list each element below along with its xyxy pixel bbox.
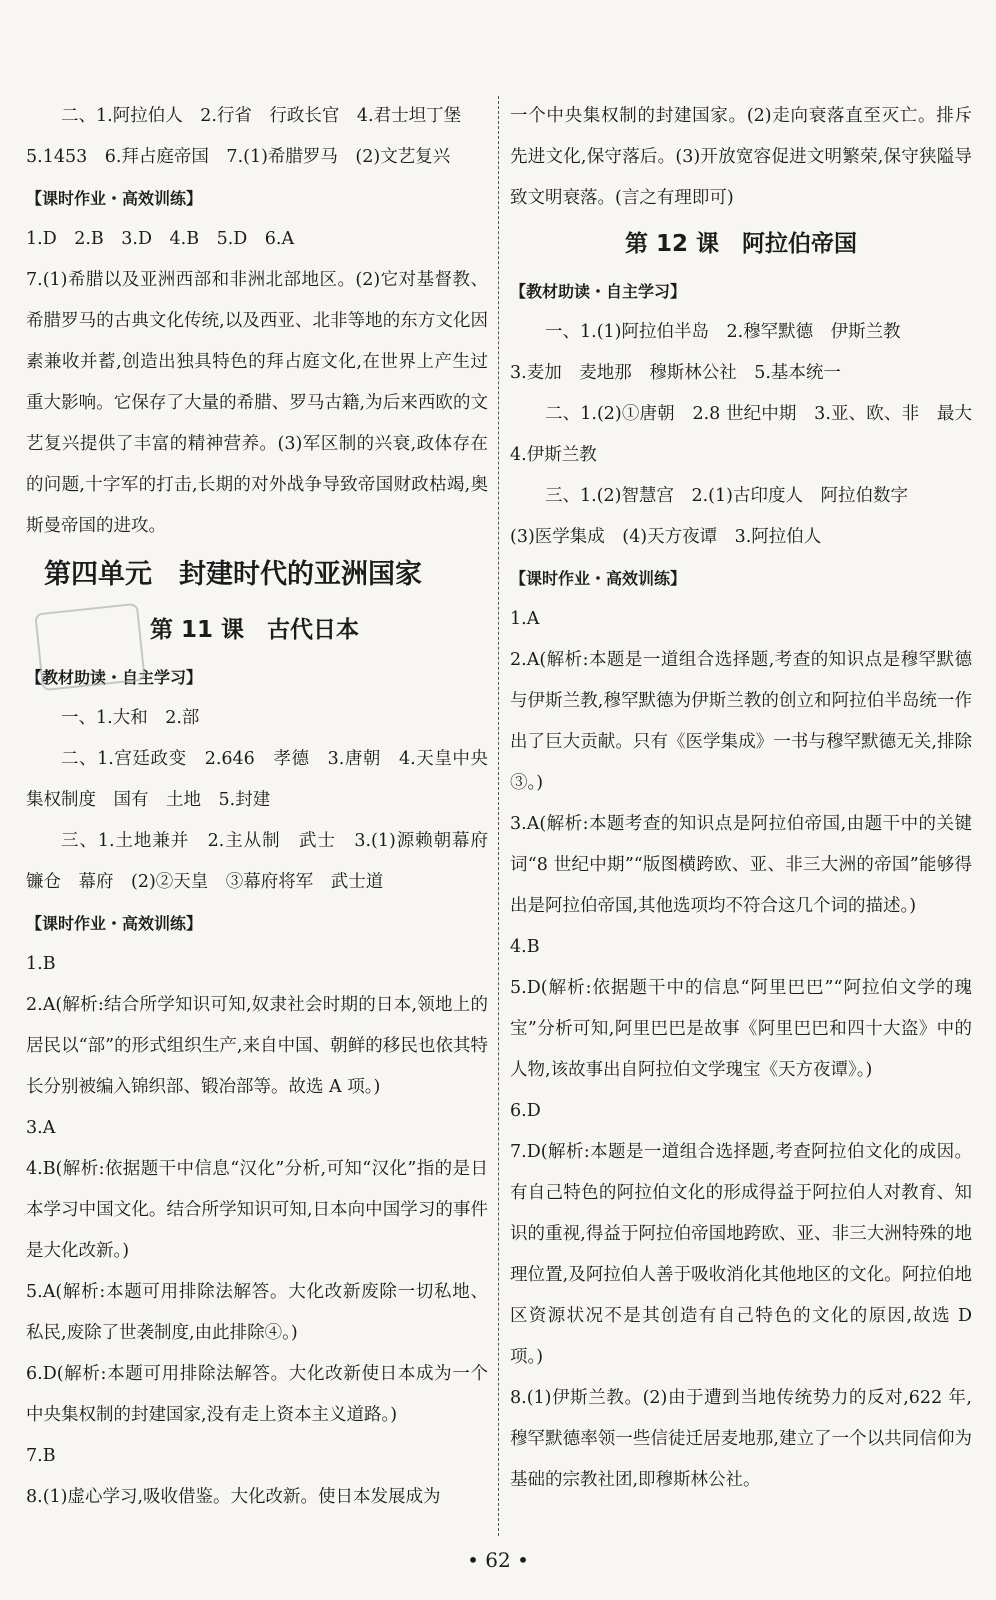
answer-text: 一个中央集权制的封建国家。(2)走向衰落直至灭亡。排斥先进文化,保守落后。(3)开放宽容促进文明繁荣,保守狭隘导致文明衰落。(言之有理即可) <box>510 106 972 208</box>
answer-text: 2.A(解析:结合所学知识可知,奴隶社会时期的日本,领地上的居民以“部”的形式组织生产,来自中国、朝鲜的移民也依其特长分别被编入锦织部、锻冶部等。故选 A 项。) <box>26 995 488 1097</box>
answer-text: 3.A(解析:本题考查的知识点是阿拉伯帝国,由题干中的关键词“8 世纪中期”“版图横跨欧、亚、非三大洲的帝国”能够得出是阿拉伯帝国,其他选项均不符合这几个词的描述。) <box>510 814 972 916</box>
answer-text: 二、1.阿拉伯人 2.行省 行政长官 4.君士坦丁堡 <box>61 106 462 126</box>
section-heading: 【教材助读・自主学习】 <box>510 282 687 301</box>
answer-text: 1.D 2.B 3.D 4.B 5.D 6.A <box>26 229 295 249</box>
answer-text: 7.(1)希腊以及亚洲西部和非洲北部地区。(2)它对基督教、希腊罗马的古典文化传统,以及西亚、北非等地的东方文化因素兼收并蓄,创造出独具特色的拜占庭文化,在世界上产生过重大影响。它保存了大量的希腊、罗马古籍,为后来西欧的文艺复兴提供了丰富的精神营养。(3)军区制的兴衰,政体存在的问题,十字军的打击,长期的对外战争导致帝国财政枯竭,奥斯曼帝国的进攻。 <box>26 270 488 536</box>
answer-text: 5.D(解析:依据题干中的信息“阿里巴巴”“阿拉伯文学的瑰宝”分析可知,阿里巴巴是故事《阿里巴巴和四十大盗》中的人物,该故事出自阿拉伯文学瑰宝《天方夜谭》。) <box>510 978 972 1080</box>
section-heading: 【课时作业・高效训练】 <box>26 189 203 208</box>
answer-text: 二、1.宫廷政变 2.646 孝德 3.唐朝 4.天皇中央集权制度 国有 土地 5.封建 <box>26 749 488 810</box>
answer-text: 3.麦加 麦地那 穆斯林公社 5.基本统一 <box>510 363 841 383</box>
section-heading: 【课时作业・高效训练】 <box>26 914 203 933</box>
right-column <box>510 96 990 1501</box>
answer-text: 二、1.(2)①唐朝 2.8 世纪中期 3.亚、欧、非 最大 4.伊斯兰教 <box>510 404 990 465</box>
section-heading: 【课时作业・高效训练】 <box>510 569 687 588</box>
answer-text: 4.B(解析:依据题干中信息“汉化”分析,可知“汉化”指的是日本学习中国文化。结合所学知识可知,日本向中国学习的事件是大化改新。) <box>26 1159 488 1261</box>
answer-text: 一、1.大和 2.部 <box>61 708 200 728</box>
stamp-logo <box>34 603 146 691</box>
answer-text: 7.D(解析:本题是一道组合选择题,考查阿拉伯文化的成因。有自己特色的阿拉伯文化的形成得益于阿拉伯人对教育、知识的重视,得益于阿拉伯帝国地跨欧、亚、非三大洲特殊的地理位置,及阿拉伯人善于吸收消化其他地区的文化。阿拉伯地区资源状况不是其创造有自己特色的文化的原因,故选 D 项。) <box>510 1142 972 1367</box>
answer-text: 2.A(解析:本题是一道组合选择题,考查的知识点是穆罕默德与伊斯兰教,穆罕默德为伊斯兰教的创立和阿拉伯半岛统一作出了巨大贡献。只有《医学集成》一书与穆罕默德无关,排除③。) <box>510 650 972 793</box>
lesson-title: 第 11 课 古代日本 <box>150 617 360 643</box>
answer-text: 4.B <box>510 937 540 957</box>
answer-text: 三、1.(2)智慧宫 2.(1)古印度人 阿拉伯数字 <box>545 486 908 506</box>
column-divider <box>498 96 499 1536</box>
answer-text: 5.1453 6.拜占庭帝国 7.(1)希腊罗马 (2)文艺复兴 <box>26 147 451 167</box>
unit-title: 第四单元 封建时代的亚洲国家 <box>44 559 422 590</box>
answer-text: 8.(1)虚心学习,吸收借鉴。大化改新。使日本发展成为 <box>26 1487 441 1507</box>
answer-text: (3)医学集成 (4)天方夜谭 3.阿拉伯人 <box>510 527 822 547</box>
answer-text: 1.B <box>26 954 56 974</box>
answer-text: 7.B <box>26 1446 56 1466</box>
answer-text: 1.A <box>510 609 540 629</box>
section-heading: 【教材助读・自主学习】 <box>26 668 203 687</box>
answer-text: 一、1.(1)阿拉伯半岛 2.穆罕默德 伊斯兰教 <box>545 322 901 342</box>
left-column <box>26 96 506 1518</box>
watermark-logo <box>240 930 322 1022</box>
answer-text: 6.D <box>510 1101 541 1121</box>
lesson-title: 第 12 课 阿拉伯帝国 <box>624 231 858 257</box>
answer-text: 8.(1)伊斯兰教。(2)由于遭到当地传统势力的反对,622 年,穆罕默德率领一些信徒迁居麦地那,建立了一个以共同信仰为基础的宗教社团,即穆斯林公社。 <box>510 1388 972 1490</box>
page-number: • 62 • <box>467 1548 529 1572</box>
answer-text: 三、1.土地兼并 2.主从制 武士 3.(1)源赖朝幕府 镰仓 幕府 (2)②天皇 ③幕府将军 武士道 <box>26 831 506 892</box>
answer-text: 5.A(解析:本题可用排除法解答。大化改新废除一切私地、私民,废除了世袭制度,由此排除④。) <box>26 1282 488 1343</box>
answer-text: 6.D(解析:本题可用排除法解答。大化改新使日本成为一个中央集权制的封建国家,没有走上资本主义道路。) <box>26 1364 488 1425</box>
answer-text: 3.A <box>26 1118 56 1138</box>
